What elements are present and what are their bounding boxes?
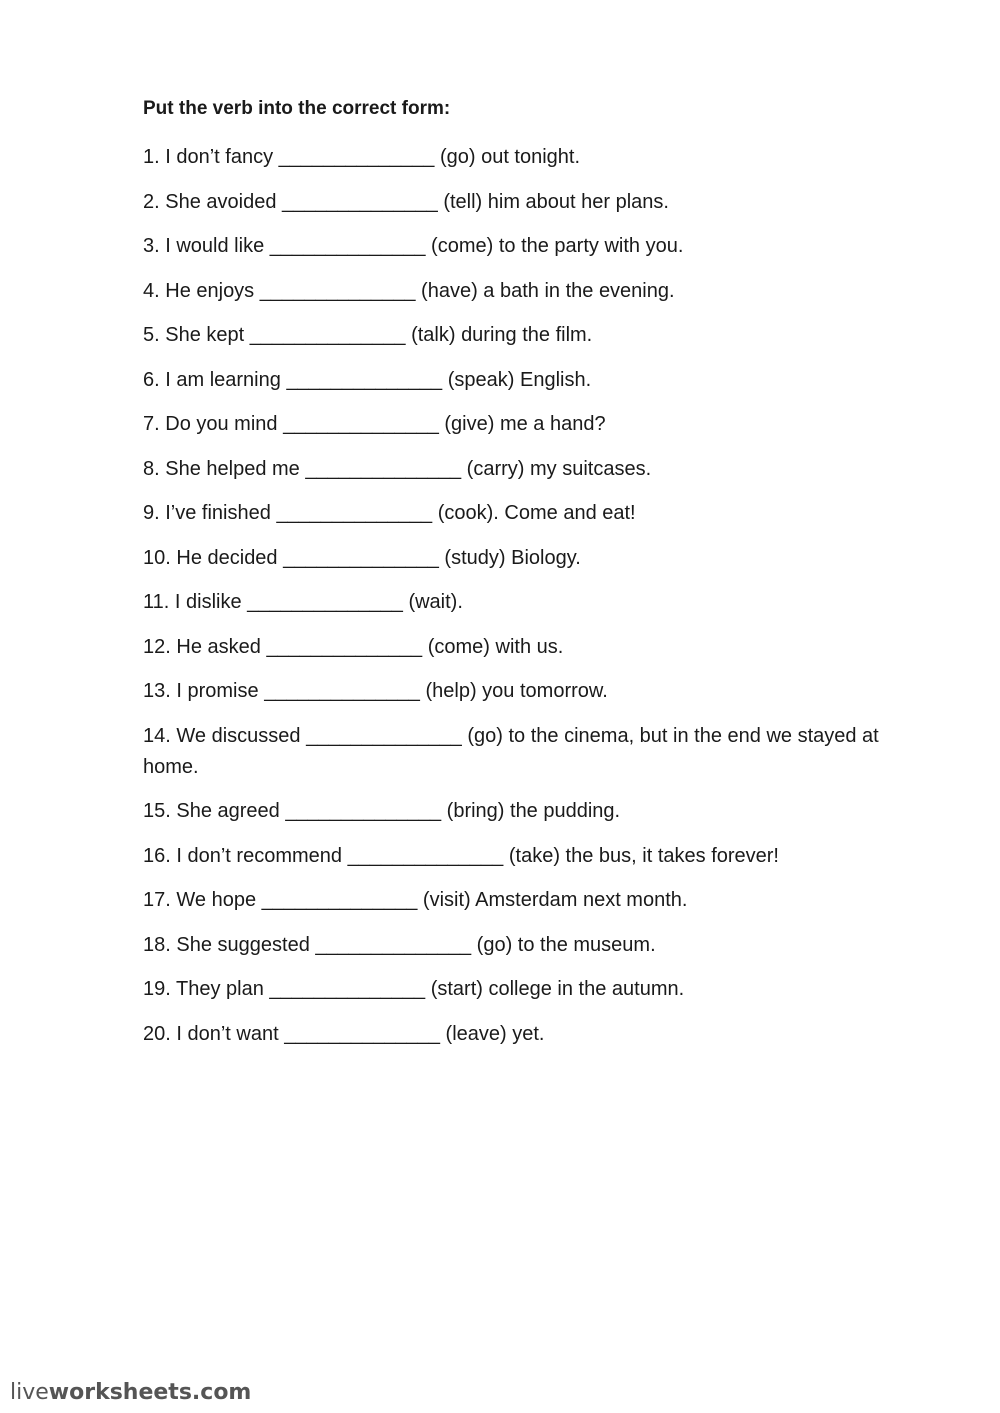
item-verb-hint: (take) the bus, it takes forever!: [508, 844, 779, 867]
item-verb-hint: (carry) my suitcases.: [466, 457, 652, 480]
instruction-heading: Put the verb into the correct form:: [143, 98, 451, 119]
exercise-item: [143, 587, 923, 618]
answer-blank[interactable]: ______________: [276, 502, 433, 524]
exercise-item: [143, 409, 923, 440]
item-verb-hint: (cook). Come and eat!: [437, 502, 636, 524]
item-verb-hint: (study) Biology.: [444, 546, 581, 569]
exercise-item: [143, 721, 923, 783]
item-prompt: He asked: [176, 635, 261, 658]
answer-blank[interactable]: ______________: [284, 1022, 440, 1045]
item-prompt: I don’t fancy: [165, 146, 274, 168]
item-verb-hint: (have) a bath in the evening.: [421, 279, 675, 302]
answer-blank[interactable]: ______________: [278, 146, 435, 168]
item-verb-hint: (visit) Amsterdam next month.: [422, 889, 688, 911]
item-verb-hint: (go) to the museum.: [476, 933, 656, 956]
answer-blank[interactable]: ______________: [249, 324, 406, 346]
item-number: 3.: [143, 235, 160, 257]
answer-blank[interactable]: ______________: [286, 368, 443, 391]
exercise-item: [143, 320, 923, 351]
item-number: 10.: [143, 546, 171, 569]
item-prompt: I dislike: [174, 591, 242, 613]
item-number: 1.: [143, 146, 160, 168]
answer-blank[interactable]: ______________: [266, 635, 423, 658]
answer-blank[interactable]: ______________: [306, 724, 462, 747]
item-verb-hint: (bring) the pudding.: [446, 800, 621, 822]
item-prompt: She agreed: [176, 800, 280, 822]
item-prompt: I am learning: [165, 368, 281, 391]
answer-blank[interactable]: ______________: [285, 800, 442, 822]
item-prompt: She kept: [165, 324, 245, 346]
item-prompt: He enjoys: [165, 279, 255, 302]
item-verb-hint: (go) to the cinema, but in the end we stayed at home.: [143, 724, 879, 778]
item-number: 9.: [143, 502, 160, 524]
item-verb-hint: (come) to the party with you.: [431, 235, 684, 257]
answer-blank[interactable]: ______________: [282, 190, 438, 213]
item-verb-hint: (give) me a hand?: [444, 413, 606, 435]
logo-worksheets-text: worksheets: [48, 1380, 192, 1405]
item-number: 12.: [143, 635, 171, 658]
item-prompt: We hope: [176, 889, 257, 911]
item-number: 17.: [143, 889, 171, 911]
item-number: 5.: [143, 324, 160, 346]
worksheet: [143, 96, 923, 1063]
item-number: 8.: [143, 457, 160, 480]
item-prompt: I promise: [176, 680, 259, 702]
item-number: 6.: [143, 368, 160, 391]
item-number: 20.: [143, 1022, 171, 1045]
exercise-item: [143, 841, 923, 872]
item-number: 15.: [143, 800, 171, 822]
item-number: 11.: [143, 591, 170, 613]
answer-blank[interactable]: ______________: [283, 546, 439, 569]
exercise-item: [143, 676, 923, 707]
item-number: 2.: [143, 190, 160, 213]
exercise-item: [143, 187, 923, 218]
answer-blank[interactable]: ______________: [305, 457, 462, 480]
exercise-item: [143, 498, 923, 529]
exercise-item: [143, 1019, 923, 1050]
item-number: 19.: [143, 978, 171, 1000]
exercise-item: [143, 632, 923, 663]
item-prompt: I would like: [165, 235, 265, 257]
item-prompt: I’ve finished: [165, 502, 271, 524]
exercise-item: [143, 930, 923, 961]
answer-blank[interactable]: ______________: [259, 279, 416, 302]
item-number: 13.: [143, 680, 171, 702]
item-number: 14.: [143, 724, 171, 747]
item-prompt: She helped me: [165, 457, 300, 480]
exercise-item: [143, 974, 923, 1005]
item-prompt: She avoided: [165, 190, 277, 213]
answer-blank[interactable]: ______________: [347, 844, 504, 867]
item-verb-hint: (speak) English.: [447, 368, 592, 391]
item-prompt: They plan: [176, 978, 264, 1000]
exercise-item: [143, 276, 923, 307]
item-verb-hint: (wait).: [408, 591, 463, 613]
answer-blank[interactable]: ______________: [269, 235, 426, 257]
item-verb-hint: (leave) yet.: [445, 1022, 545, 1045]
item-verb-hint: (help) you tomorrow.: [425, 680, 608, 702]
item-verb-hint: (tell) him about her plans.: [443, 190, 669, 213]
exercise-item: [143, 543, 923, 574]
item-prompt: Do you mind: [165, 413, 278, 435]
answer-blank[interactable]: ______________: [264, 680, 420, 702]
liveworksheets-logo: [10, 1379, 251, 1407]
item-prompt: She suggested: [176, 933, 310, 956]
answer-blank[interactable]: ______________: [283, 413, 439, 435]
exercise-item: [143, 365, 923, 396]
item-prompt: I don’t recommend: [176, 844, 343, 867]
logo-live-text: live: [10, 1380, 49, 1405]
answer-blank[interactable]: ______________: [269, 978, 426, 1000]
exercise-item: [143, 796, 923, 827]
exercise-list: [143, 142, 923, 1050]
answer-blank[interactable]: ______________: [261, 889, 418, 911]
item-verb-hint: (talk) during the film.: [411, 324, 593, 346]
item-prompt: I don’t want: [176, 1022, 279, 1045]
answer-blank[interactable]: ______________: [315, 933, 472, 956]
item-verb-hint: (start) college in the autumn.: [430, 978, 685, 1000]
exercise-item: [143, 885, 923, 916]
item-prompt: We discussed: [176, 724, 301, 747]
item-verb-hint: (come) with us.: [427, 635, 564, 658]
exercise-item: [143, 142, 923, 173]
item-verb-hint: (go) out tonight.: [439, 146, 581, 168]
item-number: 7.: [143, 413, 160, 435]
item-prompt: He decided: [176, 546, 278, 569]
exercise-item: [143, 454, 923, 485]
exercise-item: [143, 231, 923, 262]
answer-blank[interactable]: ______________: [247, 591, 403, 613]
logo-domain-text: .com: [191, 1380, 252, 1405]
item-number: 18.: [143, 933, 171, 956]
item-number: 4.: [143, 279, 160, 302]
item-number: 16.: [143, 844, 171, 867]
